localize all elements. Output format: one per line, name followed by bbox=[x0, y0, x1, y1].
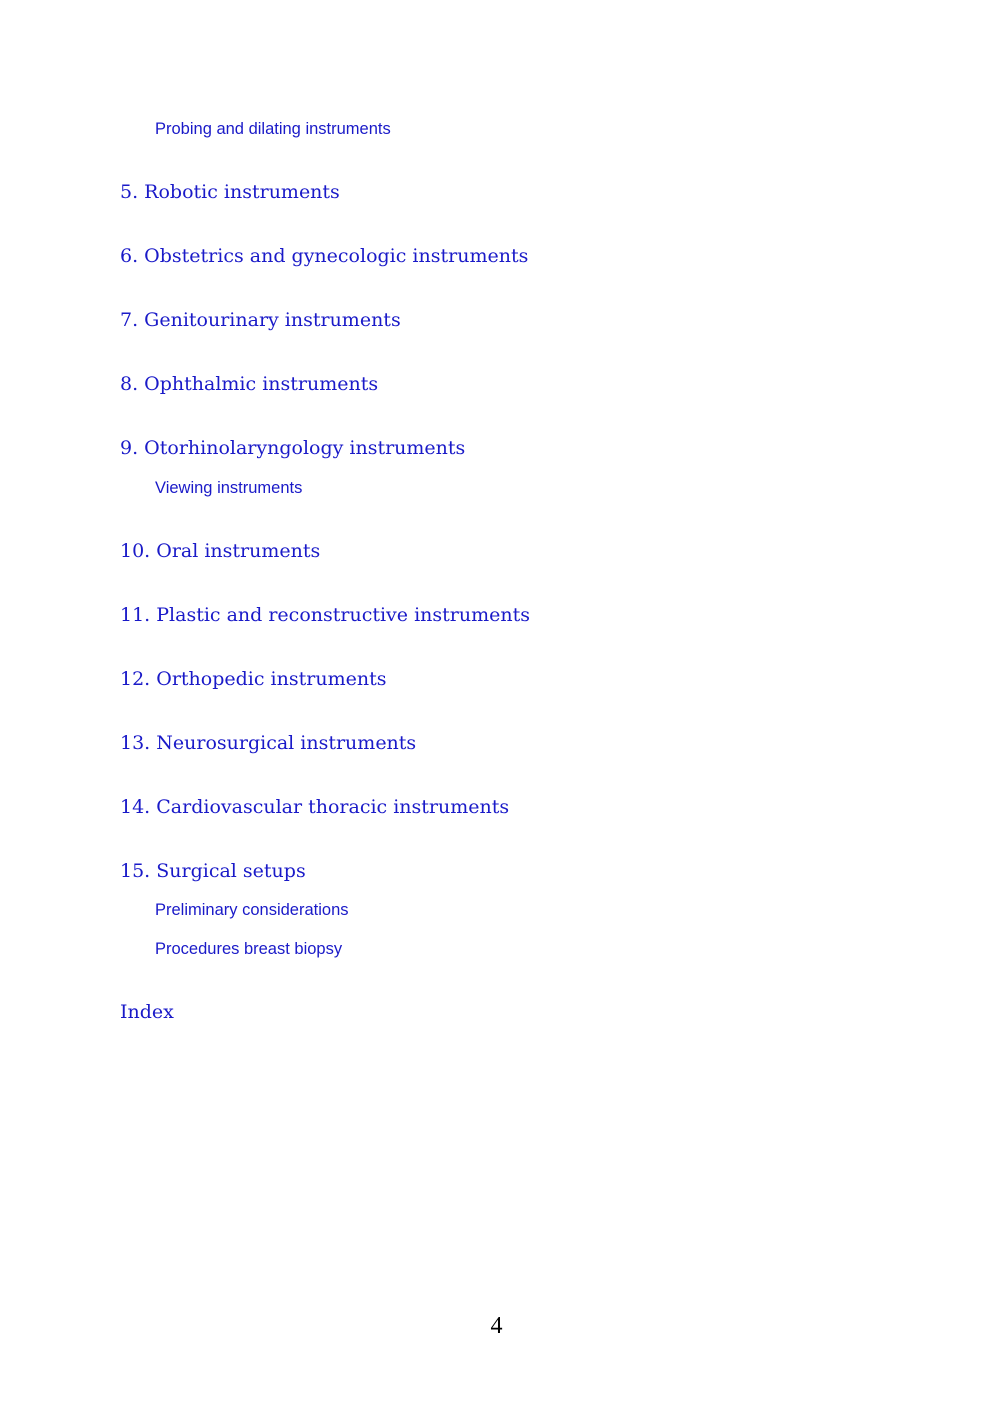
toc-link-preliminary-considerations[interactable]: Preliminary considerations bbox=[155, 901, 349, 919]
toc-link-chapter-10[interactable]: 10. Oral instruments bbox=[120, 540, 321, 562]
toc-link-procedures-breast-biopsy[interactable]: Procedures breast biopsy bbox=[155, 940, 343, 958]
toc-link-chapter-9[interactable]: 9. Otorhinolaryngology instruments bbox=[120, 437, 466, 459]
toc-link-chapter-15[interactable]: 15. Surgical setups bbox=[120, 860, 306, 882]
toc-link-chapter-14[interactable]: 14. Cardiovascular thoracic instruments bbox=[120, 796, 510, 818]
toc-link-chapter-5[interactable]: 5. Robotic instruments bbox=[120, 181, 340, 203]
toc-link-probing-dilating-instruments[interactable]: Probing and dilating instruments bbox=[155, 120, 391, 138]
toc-link-chapter-6[interactable]: 6. Obstetrics and gynecologic instruments bbox=[120, 245, 529, 267]
toc-link-viewing-instruments[interactable]: Viewing instruments bbox=[155, 479, 303, 497]
page-number: 4 bbox=[490, 1313, 503, 1339]
toc-link-chapter-12[interactable]: 12. Orthopedic instruments bbox=[120, 668, 387, 690]
toc-link-chapter-8[interactable]: 8. Ophthalmic instruments bbox=[120, 373, 379, 395]
toc-link-chapter-7[interactable]: 7. Genitourinary instruments bbox=[120, 309, 401, 331]
toc-link-chapter-13[interactable]: 13. Neurosurgical instruments bbox=[120, 732, 417, 754]
toc-link-index[interactable]: Index bbox=[120, 1001, 174, 1023]
toc-link-chapter-11[interactable]: 11. Plastic and reconstructive instruments bbox=[120, 604, 530, 626]
